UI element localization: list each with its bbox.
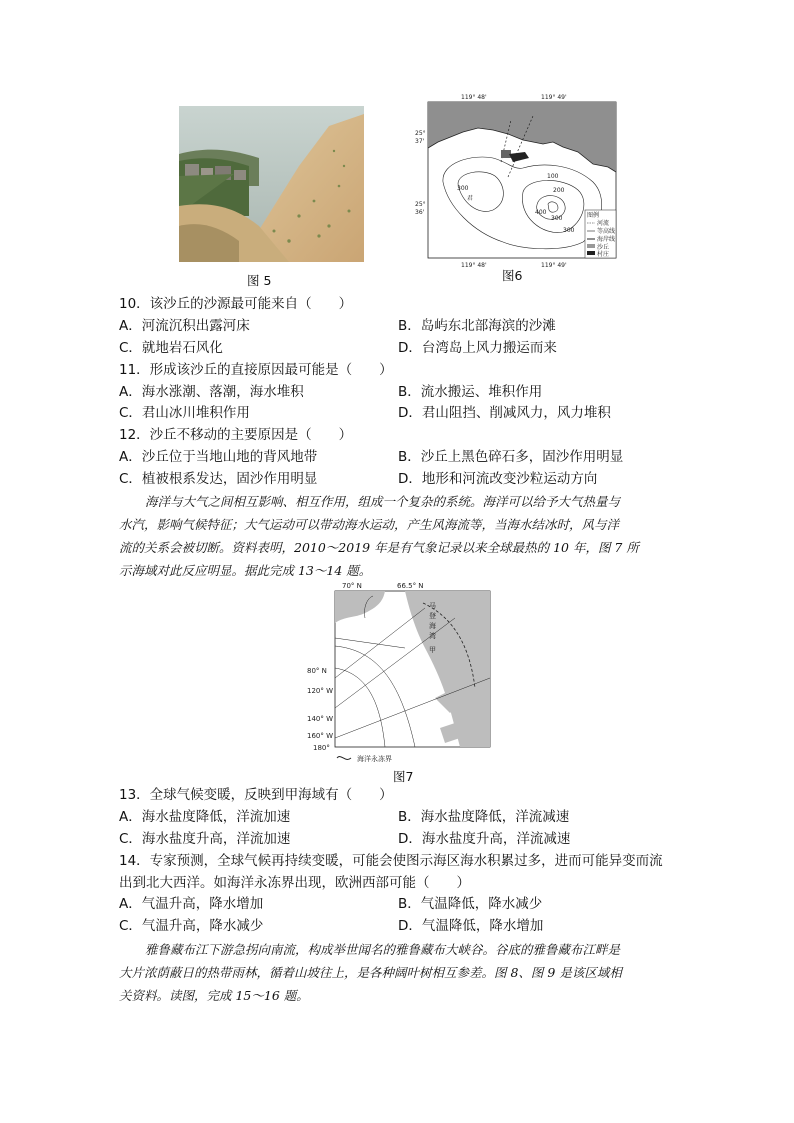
contour-label-100: 100 — [547, 173, 559, 180]
contour-label-300-b: 300 — [551, 215, 563, 222]
question-14-stem-line-2: 出到北大西洋。如海洋永冻界出现，欧洲西部可能（ ） — [119, 875, 470, 891]
q10-option-d: D．台湾岛上风力搬运而来 — [398, 340, 557, 356]
figure-5-caption: 图 5 — [247, 273, 272, 288]
q10-option-c: C．就地岩石风化 — [119, 340, 223, 356]
q12-option-c: C．植被根系发达，固沙作用明显 — [119, 471, 318, 487]
question-11-stem: 11．形成该沙丘的直接原因最可能是（ ） — [119, 362, 393, 378]
lat-66-5n: 66.5° N — [397, 582, 424, 590]
polar-map — [305, 578, 495, 766]
passage-1-line-3: 流的关系会被切断。资料表明，2010～2019 年是有气象记录以来全球最热的 10 年，图 7 所 — [119, 540, 639, 555]
q14-option-d: D．气温降低，降水增加 — [398, 918, 544, 934]
sea-label-3: 海 — [429, 622, 436, 630]
q10-option-a: A．河流沉积出露河床 — [119, 318, 250, 334]
question-13-stem: 13．全球气候变暖，反映到甲海域有（ ） — [119, 787, 393, 803]
sea-label-jia: 甲 — [429, 646, 436, 654]
contour-label-400: 400 — [535, 209, 547, 216]
coord-bottom-1: 119° 48' — [461, 262, 487, 269]
place-label-jun: 君 — [467, 195, 474, 202]
legend-contour: 等高线 — [597, 228, 616, 235]
question-10-stem: 10．该沙丘的沙源最可能来自（ ） — [119, 296, 353, 312]
figure-6-map — [413, 92, 628, 274]
lat-80n: 80° N — [307, 667, 327, 675]
legend-village: 村庄 — [597, 251, 610, 258]
figure-7-caption: 图7 — [393, 769, 414, 784]
q11-option-c: C．君山冰川堆积作用 — [119, 405, 250, 421]
legend-title: 图例 — [587, 212, 600, 219]
q11-option-d: D．君山阻挡、削减风力，风力堆积 — [398, 405, 611, 421]
figure-5-photo — [179, 106, 364, 262]
legend-permafrost: 海洋永冻界 — [357, 755, 392, 763]
question-12-stem: 12．沙丘不移动的主要原因是（ ） — [119, 427, 353, 443]
passage-1 — [119, 490, 689, 582]
legend-coastline: 海岸线 — [597, 236, 616, 243]
contour-map — [413, 92, 628, 274]
contour-label-200: 200 — [553, 187, 565, 194]
q13-option-d: D．海水盐度升高，洋流减速 — [398, 831, 571, 847]
sea-label-2: 登 — [429, 612, 436, 620]
passage-1-line-2: 水汽，影响气候特征；大气运动可以带动海水运动，产生风海流等，当海水结冰时，风与洋 — [119, 517, 620, 532]
lon-140w: 140° W — [307, 715, 334, 723]
q12-option-d: D．地形和河流改变沙粒运动方向 — [398, 471, 598, 487]
question-14-stem-line-1: 14．专家预测，全球气候再持续变暖，可能会使图示海区海水积累过多，进而可能异变而流 — [119, 853, 663, 869]
coord-bottom-2: 119° 49' — [541, 262, 567, 269]
q14-option-c: C．气温升高，降水减少 — [119, 918, 264, 934]
coord-top-2: 119° 49' — [541, 94, 567, 101]
lat-lower-deg: 25° — [415, 201, 426, 208]
legend-line-symbol — [337, 757, 351, 760]
q11-option-a: A．海水涨潮、落潮，海水堆积 — [119, 384, 304, 400]
sea-label-4: 湾 — [429, 632, 436, 640]
q11-option-b: B．流水搬运、堆积作用 — [398, 384, 543, 400]
q14-option-a: A．气温升高，降水增加 — [119, 896, 264, 912]
passage-2-line-1: 雅鲁藏布江下游急拐向南流，构成举世闻名的雅鲁藏布大峡谷。谷底的雅鲁藏布江畔是 — [145, 942, 621, 957]
q12-option-a: A．沙丘位于当地山地的背风地带 — [119, 449, 318, 465]
q10-option-b: B．岛屿东北部海滨的沙滩 — [398, 318, 556, 334]
q12-option-b: B．沙丘上黑色碎石多，固沙作用明显 — [398, 449, 624, 465]
legend-river: 河流 — [597, 220, 610, 227]
passage-1-line-4: 示海域对此反应明显。据此完成 13～14 题。 — [119, 563, 372, 578]
passage-1-line-1: 海洋与大气之间相互影响、相互作用，组成一个复杂的系统。海洋可以给予大气热量与 — [145, 494, 621, 509]
lat-lower-min: 36' — [415, 209, 425, 216]
q13-option-b: B．海水盐度降低，洋流减速 — [398, 809, 570, 825]
map-legend — [585, 210, 616, 258]
legend-dune: 沙丘 — [597, 244, 610, 251]
passage-2-line-3: 关资料。读图，完成 15～16 题。 — [119, 988, 309, 1003]
lat-70n: 70° N — [342, 582, 362, 590]
coord-top-1: 119° 48' — [461, 94, 487, 101]
passage-2-line-2: 大片浓荫蔽日的热带雨林，循着山坡往上，是各种阔叶树相互参差。图 8、图 9 是该区域相 — [119, 965, 622, 980]
q13-option-c: C．海水盐度升高，洋流加速 — [119, 831, 291, 847]
contour-label-300-c: 300 — [563, 227, 575, 234]
figure-7-map — [305, 578, 495, 766]
lon-160w: 160° W — [307, 732, 334, 740]
figure-6-caption: 图6 — [502, 268, 523, 283]
q14-option-b: B．气温降低，降水减少 — [398, 896, 543, 912]
lat-upper-deg: 25° — [415, 130, 426, 137]
lon-120w: 120° W — [307, 687, 334, 695]
dune-photo-illustration — [179, 106, 364, 262]
lat-upper-min: 37' — [415, 138, 425, 145]
sea-label-1: 马 — [429, 602, 436, 610]
contour-label-300-a: 300 — [457, 185, 469, 192]
passage-2 — [119, 938, 689, 1007]
q13-option-a: A．海水盐度降低，洋流加速 — [119, 809, 291, 825]
lon-180: 180° — [313, 744, 330, 752]
